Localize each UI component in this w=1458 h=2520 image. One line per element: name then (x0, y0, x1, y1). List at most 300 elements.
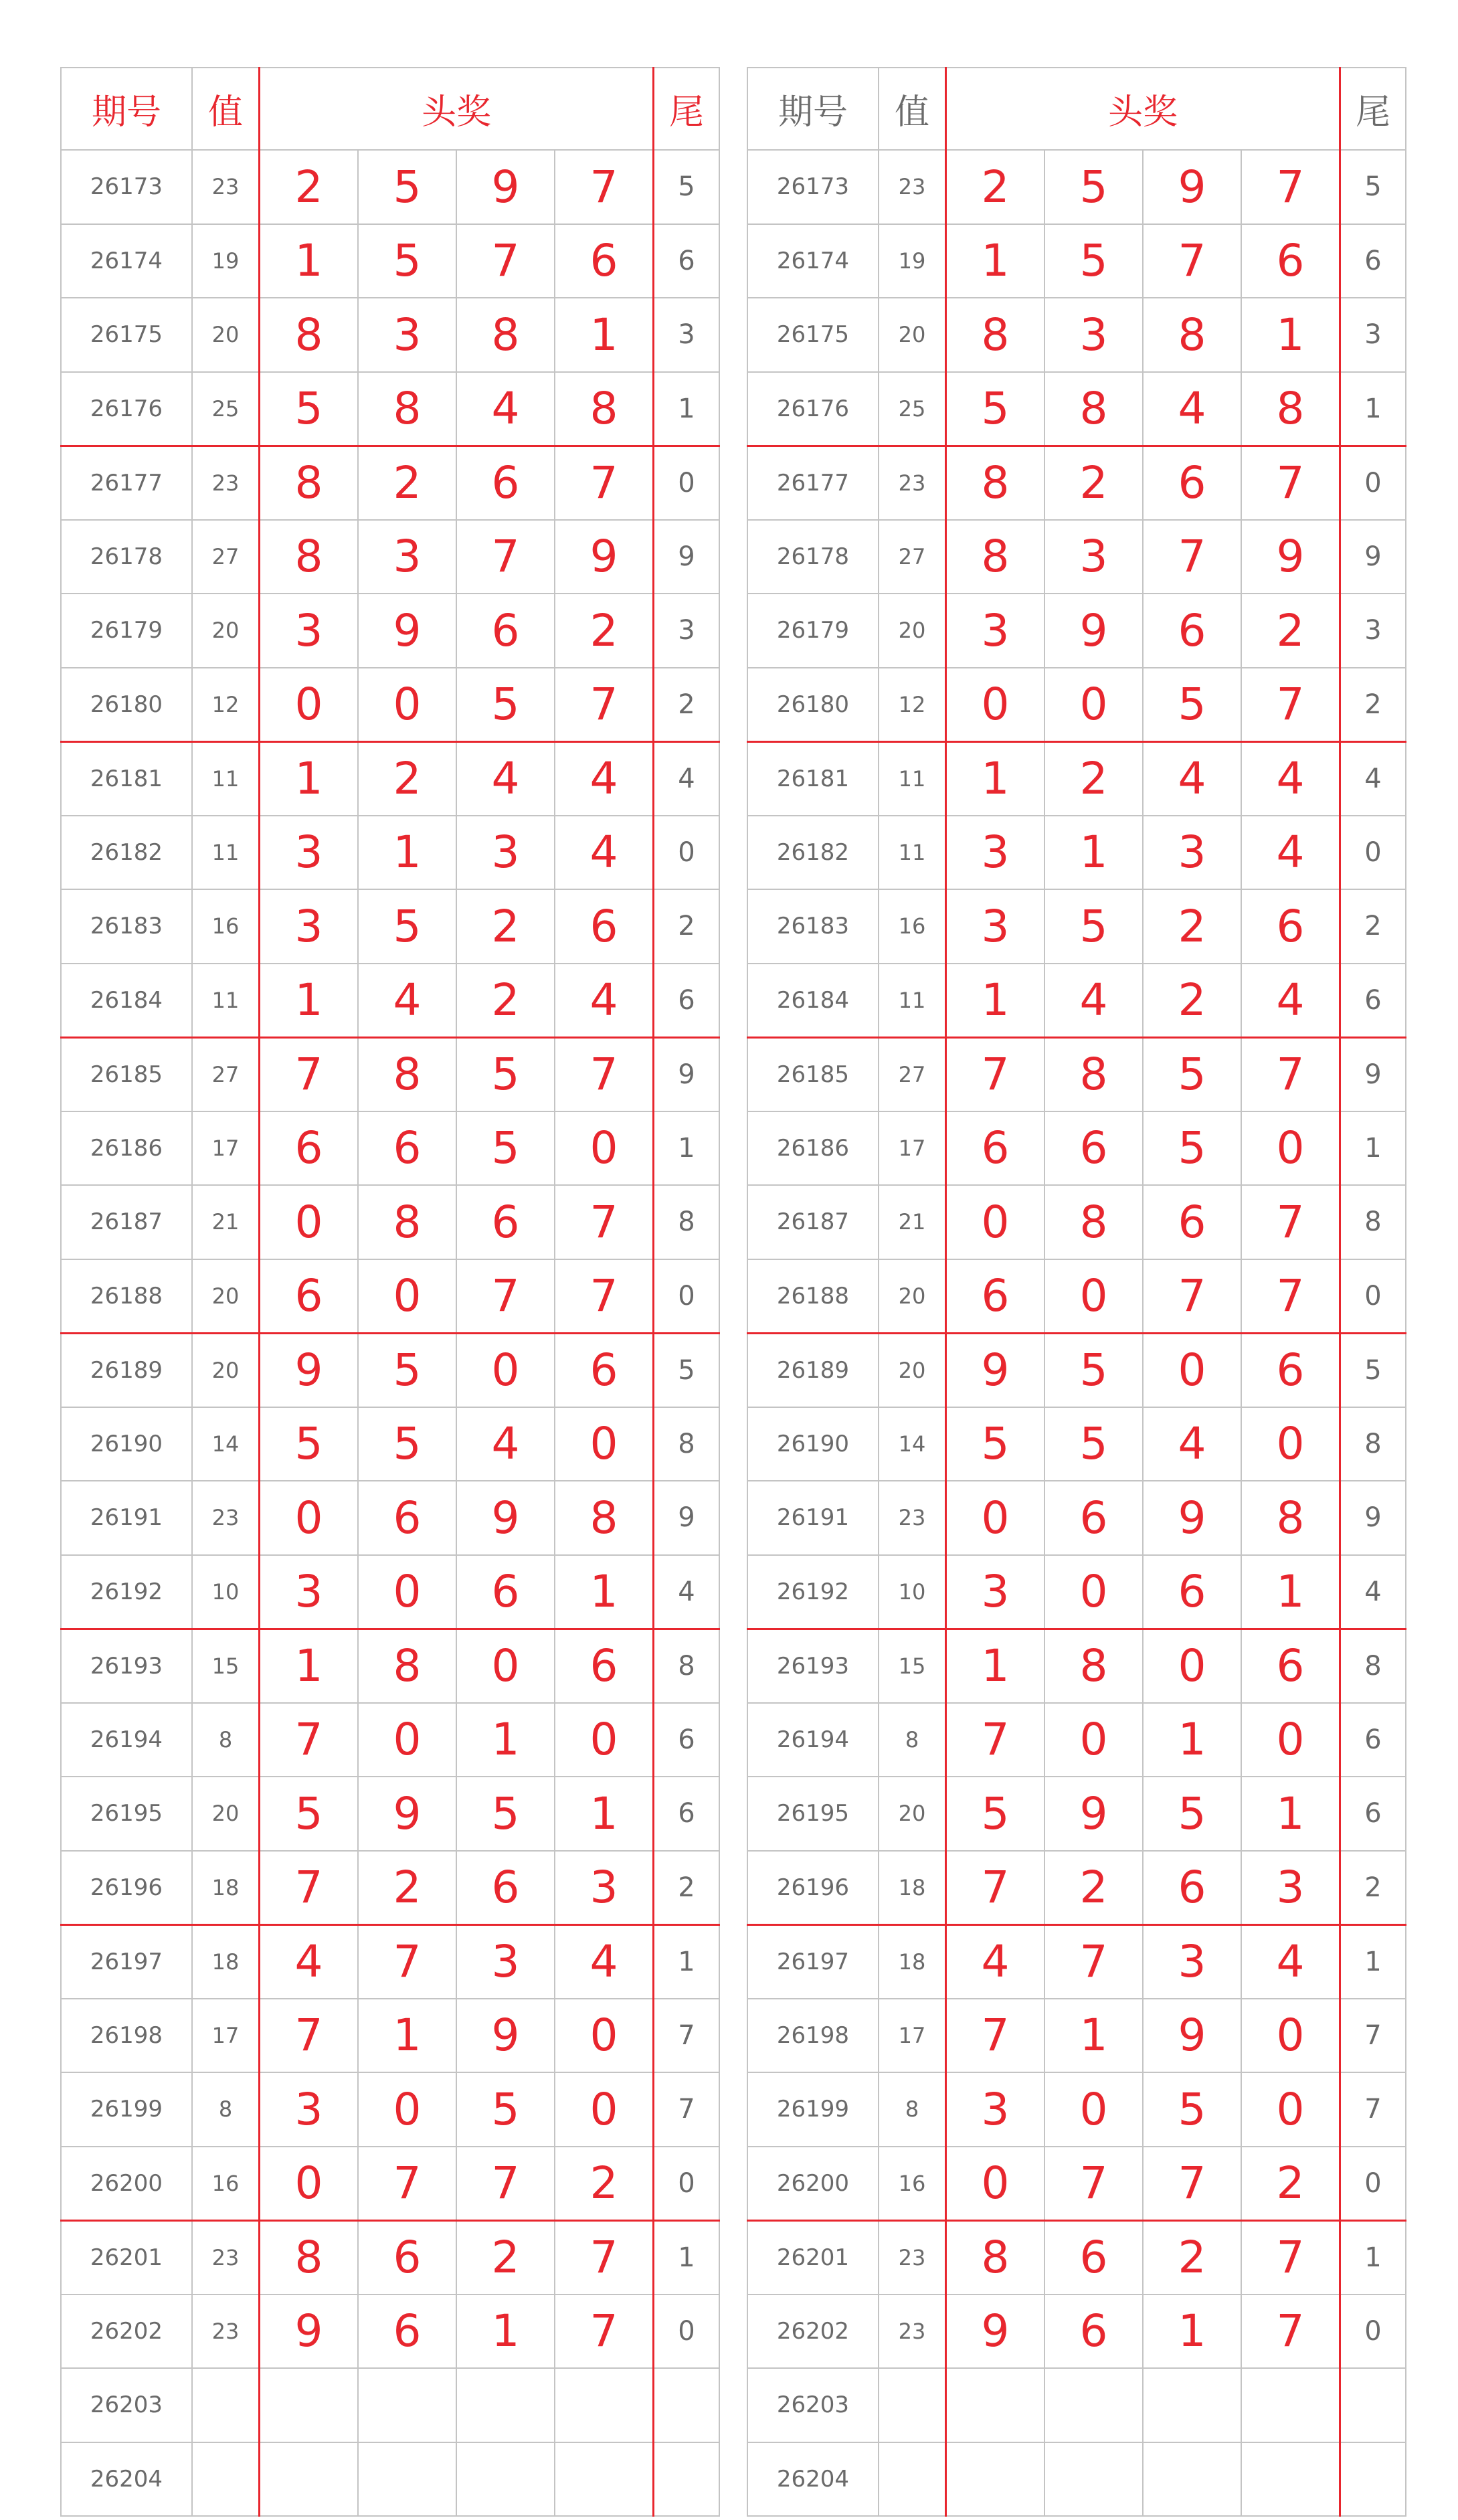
table-row (747, 964, 1406, 1038)
sum-cell: 8 (879, 1703, 946, 1777)
prize-digit-4: 2 (1241, 2147, 1340, 2221)
sum-cell: 23 (192, 150, 260, 224)
table-row (747, 1777, 1406, 1851)
prize-digit-2: 7 (358, 1924, 456, 1999)
prize-digit-2: 3 (1044, 520, 1143, 594)
prize-digit-2: 0 (358, 1555, 456, 1629)
tail-cell: 0 (654, 2294, 720, 2369)
prize-digit-2: 8 (358, 1037, 456, 1111)
period-cell: 26173 (61, 150, 192, 224)
prize-digit-4: 0 (555, 1703, 654, 1777)
tail-cell: 0 (1340, 816, 1406, 890)
tail-cell: 2 (654, 1851, 720, 1925)
prize-digit-2: 8 (1044, 1629, 1143, 1703)
tail-cell: 1 (1340, 1111, 1406, 1186)
tail-cell: 5 (654, 1333, 720, 1407)
prize-digit-2: 5 (1044, 224, 1143, 298)
prize-digit-3: 2 (456, 889, 555, 964)
prize-digit-4: 7 (555, 668, 654, 742)
tail-cell: 8 (1340, 1629, 1406, 1703)
tail-cell: 1 (1340, 2220, 1406, 2294)
sum-cell: 16 (879, 889, 946, 964)
sum-cell: 27 (879, 1037, 946, 1111)
prize-digit-3 (456, 2442, 555, 2517)
prize-digit-1: 8 (260, 520, 359, 594)
prize-digit-3: 6 (1143, 1851, 1241, 1925)
prize-digit-4: 7 (1241, 2220, 1340, 2294)
prize-digit-1 (260, 2442, 359, 2517)
prize-digit-1: 0 (946, 2147, 1045, 2221)
tail-cell: 9 (654, 1481, 720, 1555)
prize-digit-2: 8 (1044, 1185, 1143, 1259)
prize-digit-4: 4 (555, 964, 654, 1038)
prize-digit-4: 0 (555, 1407, 654, 1481)
tail-cell: 6 (654, 1703, 720, 1777)
tail-cell: 4 (1340, 1555, 1406, 1629)
table-row (747, 1259, 1406, 1334)
prize-digit-1: 5 (260, 1777, 359, 1851)
table-row (61, 594, 719, 668)
table-row (61, 741, 719, 816)
tail-cell: 4 (654, 741, 720, 816)
prize-digit-3: 7 (1143, 1259, 1241, 1334)
table-row (61, 964, 719, 1038)
tail-cell: 7 (654, 2072, 720, 2147)
prize-digit-3: 2 (456, 2220, 555, 2294)
table-row (61, 1111, 719, 1186)
prize-digit-1: 1 (946, 964, 1045, 1038)
prize-digit-4: 7 (1241, 1185, 1340, 1259)
prize-digit-4: 0 (1241, 1111, 1340, 1186)
prize-digit-3: 5 (456, 1111, 555, 1186)
prize-digit-4: 1 (1241, 1555, 1340, 1629)
prize-digit-1: 2 (260, 150, 359, 224)
sum-cell: 18 (879, 1851, 946, 1925)
prize-digit-3: 6 (1143, 1555, 1241, 1629)
sum-cell: 20 (192, 594, 260, 668)
prize-digit-1: 6 (946, 1111, 1045, 1186)
prize-digit-4: 8 (555, 1481, 654, 1555)
sum-cell: 23 (192, 2220, 260, 2294)
sum-cell: 11 (879, 816, 946, 890)
prize-digit-4: 3 (1241, 1851, 1340, 1925)
prize-digit-1 (946, 2442, 1045, 2517)
prize-digit-1: 1 (260, 224, 359, 298)
prize-digit-1: 5 (946, 372, 1045, 446)
prize-digit-1: 1 (946, 224, 1045, 298)
prize-digit-2: 0 (1044, 668, 1143, 742)
prize-header: 头奖 (260, 68, 654, 150)
period-cell: 26174 (61, 224, 192, 298)
prize-digit-1: 9 (260, 2294, 359, 2369)
table-row (61, 2220, 719, 2294)
sum-cell (879, 2442, 946, 2517)
sum-cell: 10 (879, 1555, 946, 1629)
prize-digit-3: 4 (1143, 1407, 1241, 1481)
prize-digit-1: 3 (260, 889, 359, 964)
period-cell: 26202 (747, 2294, 879, 2369)
prize-digit-2: 9 (1044, 594, 1143, 668)
period-cell: 26176 (747, 372, 879, 446)
prize-digit-2: 3 (1044, 298, 1143, 372)
prize-digit-2: 8 (358, 1629, 456, 1703)
prize-digit-1: 9 (260, 1333, 359, 1407)
tail-cell: 3 (1340, 298, 1406, 372)
prize-digit-2: 3 (358, 298, 456, 372)
sum-cell: 21 (879, 1185, 946, 1259)
period-cell: 26192 (747, 1555, 879, 1629)
sum-cell: 25 (879, 372, 946, 446)
tail-header: 尾 (1340, 68, 1406, 150)
sum-cell: 23 (879, 2294, 946, 2369)
table-row (61, 298, 719, 372)
period-cell: 26197 (747, 1924, 879, 1999)
sum-cell: 14 (879, 1407, 946, 1481)
tail-cell: 7 (1340, 1999, 1406, 2073)
period-cell: 26183 (61, 889, 192, 964)
prize-digit-2: 6 (1044, 1481, 1143, 1555)
prize-digit-3: 5 (456, 668, 555, 742)
table-row (61, 1629, 719, 1703)
prize-digit-3: 6 (1143, 1185, 1241, 1259)
period-cell: 26191 (61, 1481, 192, 1555)
period-cell: 26189 (747, 1333, 879, 1407)
tail-cell: 9 (1340, 520, 1406, 594)
sum-cell: 23 (879, 2220, 946, 2294)
period-cell: 26180 (747, 668, 879, 742)
table-row (61, 1037, 719, 1111)
period-cell: 26203 (747, 2368, 879, 2442)
table-row (747, 1999, 1406, 2073)
prize-digit-1: 8 (946, 446, 1045, 520)
tail-cell: 9 (1340, 1481, 1406, 1555)
prize-digit-3: 4 (1143, 372, 1241, 446)
period-cell: 26174 (747, 224, 879, 298)
prize-digit-4 (555, 2442, 654, 2517)
period-cell: 26176 (61, 372, 192, 446)
sum-cell: 19 (192, 224, 260, 298)
prize-digit-3: 7 (1143, 224, 1241, 298)
prize-digit-3: 3 (456, 1924, 555, 1999)
prize-digit-4 (1241, 2442, 1340, 2517)
prize-digit-4: 8 (1241, 372, 1340, 446)
tail-cell: 3 (654, 298, 720, 372)
sum-cell: 21 (192, 1185, 260, 1259)
tail-cell: 9 (1340, 1037, 1406, 1111)
tail-cell: 8 (1340, 1185, 1406, 1259)
table-row (747, 1851, 1406, 1925)
table-row (747, 1555, 1406, 1629)
prize-digit-2: 5 (358, 889, 456, 964)
table-row (747, 2442, 1406, 2517)
prize-digit-3: 1 (456, 1703, 555, 1777)
tail-cell: 0 (654, 816, 720, 890)
table-row (747, 1703, 1406, 1777)
tail-cell: 7 (654, 1999, 720, 2073)
prize-digit-3: 3 (1143, 816, 1241, 890)
prize-digit-3: 5 (1143, 1777, 1241, 1851)
prize-digit-1: 1 (946, 741, 1045, 816)
prize-digit-1: 7 (946, 1999, 1045, 2073)
prize-digit-1: 4 (946, 1924, 1045, 1999)
sum-cell: 17 (879, 1999, 946, 2073)
table-row (747, 1111, 1406, 1186)
prize-digit-1: 1 (260, 741, 359, 816)
prize-digit-3: 5 (1143, 2072, 1241, 2147)
tail-cell (654, 2442, 720, 2517)
prize-digit-3: 2 (1143, 889, 1241, 964)
prize-digit-1 (946, 2368, 1045, 2442)
sum-cell: 8 (192, 2072, 260, 2147)
prize-digit-4: 1 (1241, 1777, 1340, 1851)
table-row (747, 1037, 1406, 1111)
sum-cell: 18 (879, 1924, 946, 1999)
period-cell: 26182 (61, 816, 192, 890)
sum-cell: 10 (192, 1555, 260, 1629)
prize-digit-2: 3 (358, 520, 456, 594)
sum-cell: 20 (192, 1777, 260, 1851)
prize-digit-2: 5 (358, 1407, 456, 1481)
period-cell: 26179 (747, 594, 879, 668)
period-cell: 26200 (61, 2147, 192, 2221)
period-cell: 26178 (747, 520, 879, 594)
prize-digit-1: 9 (946, 2294, 1045, 2369)
table-row (61, 1703, 719, 1777)
prize-digit-3 (456, 2368, 555, 2442)
prize-digit-4: 0 (555, 1999, 654, 2073)
table-row (747, 150, 1406, 224)
tail-cell: 9 (654, 1037, 720, 1111)
sum-header: 值 (879, 68, 946, 150)
prize-digit-1: 0 (946, 1481, 1045, 1555)
prize-digit-4: 7 (555, 1037, 654, 1111)
prize-digit-1: 0 (946, 1185, 1045, 1259)
prize-digit-3: 5 (456, 1777, 555, 1851)
prize-digit-3: 1 (1143, 1703, 1241, 1777)
table-row (747, 298, 1406, 372)
prize-digit-1: 7 (946, 1037, 1045, 1111)
prize-digit-2: 0 (358, 2072, 456, 2147)
table-row (61, 2147, 719, 2221)
prize-digit-4: 0 (1241, 1407, 1340, 1481)
period-cell: 26204 (61, 2442, 192, 2517)
period-cell: 26203 (61, 2368, 192, 2442)
table-row (747, 1407, 1406, 1481)
prize-digit-2: 5 (1044, 1407, 1143, 1481)
table-row (747, 446, 1406, 520)
table-row (747, 2147, 1406, 2221)
sum-cell: 19 (879, 224, 946, 298)
table-row (747, 1924, 1406, 1999)
prize-digit-1: 4 (260, 1924, 359, 1999)
prize-digit-1: 1 (946, 1629, 1045, 1703)
prize-digit-1: 8 (260, 2220, 359, 2294)
prize-digit-2: 8 (358, 1185, 456, 1259)
prize-digit-4: 1 (555, 298, 654, 372)
tail-cell: 0 (654, 2147, 720, 2221)
prize-digit-2: 6 (358, 1481, 456, 1555)
sum-header: 值 (192, 68, 260, 150)
prize-digit-2: 6 (1044, 2294, 1143, 2369)
sum-cell: 23 (879, 1481, 946, 1555)
table-row (747, 372, 1406, 446)
prize-digit-3: 6 (1143, 594, 1241, 668)
prize-digit-4: 2 (555, 594, 654, 668)
prize-digit-2: 2 (1044, 1851, 1143, 1925)
period-cell: 26184 (747, 964, 879, 1038)
prize-digit-4: 7 (1241, 668, 1340, 742)
prize-digit-4 (555, 2368, 654, 2442)
prize-digit-2: 8 (1044, 1037, 1143, 1111)
period-cell: 26183 (747, 889, 879, 964)
prize-digit-4: 1 (555, 1777, 654, 1851)
table-row (747, 741, 1406, 816)
prize-digit-3: 1 (456, 2294, 555, 2369)
tail-cell (654, 2368, 720, 2442)
sum-cell (192, 2368, 260, 2442)
sum-cell: 18 (192, 1851, 260, 1925)
prize-digit-3: 9 (456, 150, 555, 224)
sum-cell: 14 (192, 1407, 260, 1481)
prize-digit-4: 6 (555, 1629, 654, 1703)
prize-digit-1: 8 (946, 2220, 1045, 2294)
prize-digit-1: 7 (260, 1703, 359, 1777)
tail-cell: 3 (1340, 594, 1406, 668)
period-cell: 26190 (747, 1407, 879, 1481)
results-table-left (60, 67, 720, 2517)
prize-digit-4: 1 (555, 1555, 654, 1629)
prize-header: 头奖 (946, 68, 1340, 150)
tail-cell: 0 (1340, 1259, 1406, 1334)
prize-digit-4: 0 (555, 2072, 654, 2147)
sum-cell: 27 (192, 1037, 260, 1111)
table-row (61, 2368, 719, 2442)
prize-digit-2: 7 (1044, 1924, 1143, 1999)
prize-digit-1: 3 (946, 816, 1045, 890)
prize-digit-2: 5 (1044, 150, 1143, 224)
prize-digit-3: 7 (1143, 2147, 1241, 2221)
prize-digit-3: 2 (1143, 2220, 1241, 2294)
sum-cell: 11 (879, 964, 946, 1038)
sum-cell: 17 (192, 1111, 260, 1186)
period-cell: 26181 (61, 741, 192, 816)
prize-digit-3: 9 (1143, 1481, 1241, 1555)
table-row (747, 224, 1406, 298)
prize-digit-2: 2 (358, 446, 456, 520)
sum-cell: 8 (192, 1703, 260, 1777)
prize-digit-3: 4 (456, 1407, 555, 1481)
prize-digit-4: 6 (555, 889, 654, 964)
prize-digit-2: 0 (358, 1259, 456, 1334)
period-cell: 26198 (61, 1999, 192, 2073)
prize-digit-2: 0 (1044, 1259, 1143, 1334)
tail-cell: 6 (1340, 224, 1406, 298)
prize-digit-3: 7 (456, 2147, 555, 2221)
period-cell: 26193 (747, 1629, 879, 1703)
prize-digit-4: 3 (555, 1851, 654, 1925)
prize-digit-4: 9 (1241, 520, 1340, 594)
tail-cell (1340, 2442, 1406, 2517)
table-row (61, 150, 719, 224)
tail-cell: 1 (654, 1111, 720, 1186)
sum-cell: 12 (879, 668, 946, 742)
prize-digit-1: 6 (260, 1259, 359, 1334)
tail-cell: 8 (654, 1629, 720, 1703)
prize-digit-4: 4 (1241, 741, 1340, 816)
period-cell: 26173 (747, 150, 879, 224)
prize-digit-4: 7 (555, 446, 654, 520)
sum-cell: 15 (879, 1629, 946, 1703)
prize-digit-4: 1 (1241, 298, 1340, 372)
prize-digit-4: 6 (555, 1333, 654, 1407)
tail-cell: 1 (654, 1924, 720, 1999)
period-cell: 26186 (747, 1111, 879, 1186)
table-row (61, 1259, 719, 1334)
prize-digit-2: 4 (358, 964, 456, 1038)
prize-digit-2: 6 (1044, 2220, 1143, 2294)
period-cell: 26194 (747, 1703, 879, 1777)
tail-cell: 0 (1340, 2147, 1406, 2221)
prize-digit-1: 6 (260, 1111, 359, 1186)
table-row (61, 1777, 719, 1851)
prize-digit-2: 6 (358, 2294, 456, 2369)
tail-cell: 0 (654, 1259, 720, 1334)
prize-digit-3: 0 (1143, 1629, 1241, 1703)
tail-cell: 2 (1340, 889, 1406, 964)
table-row (61, 1555, 719, 1629)
prize-digit-3: 3 (1143, 1924, 1241, 1999)
sum-cell: 18 (192, 1924, 260, 1999)
table-row (747, 1629, 1406, 1703)
period-cell: 26196 (61, 1851, 192, 1925)
period-cell: 26195 (747, 1777, 879, 1851)
period-cell: 26180 (61, 668, 192, 742)
prize-digit-3: 9 (1143, 150, 1241, 224)
prize-digit-2: 7 (358, 2147, 456, 2221)
prize-digit-4: 6 (555, 224, 654, 298)
prize-digit-2 (358, 2442, 456, 2517)
prize-digit-1: 3 (260, 1555, 359, 1629)
prize-digit-1: 0 (260, 2147, 359, 2221)
period-cell: 26200 (747, 2147, 879, 2221)
prize-digit-1: 1 (260, 964, 359, 1038)
prize-digit-1: 3 (946, 594, 1045, 668)
prize-digit-4: 4 (555, 1924, 654, 1999)
prize-digit-3: 9 (1143, 1999, 1241, 2073)
period-cell: 26191 (747, 1481, 879, 1555)
table-row (61, 1407, 719, 1481)
prize-digit-2: 9 (358, 594, 456, 668)
prize-digit-2: 2 (1044, 446, 1143, 520)
table-row (61, 816, 719, 890)
prize-digit-3: 2 (456, 964, 555, 1038)
period-cell: 26175 (61, 298, 192, 372)
tail-cell: 6 (1340, 1777, 1406, 1851)
prize-digit-3 (1143, 2442, 1241, 2517)
prize-digit-4: 6 (1241, 1333, 1340, 1407)
table-row (61, 446, 719, 520)
prize-digit-3: 5 (1143, 1111, 1241, 1186)
prize-digit-2: 7 (1044, 2147, 1143, 2221)
prize-digit-1: 7 (946, 1851, 1045, 1925)
period-cell: 26192 (61, 1555, 192, 1629)
prize-digit-1: 0 (946, 668, 1045, 742)
prize-digit-3: 5 (456, 1037, 555, 1111)
period-cell: 26188 (61, 1259, 192, 1334)
prize-digit-1: 5 (946, 1777, 1045, 1851)
prize-digit-3: 5 (1143, 668, 1241, 742)
sum-cell: 17 (192, 1999, 260, 2073)
